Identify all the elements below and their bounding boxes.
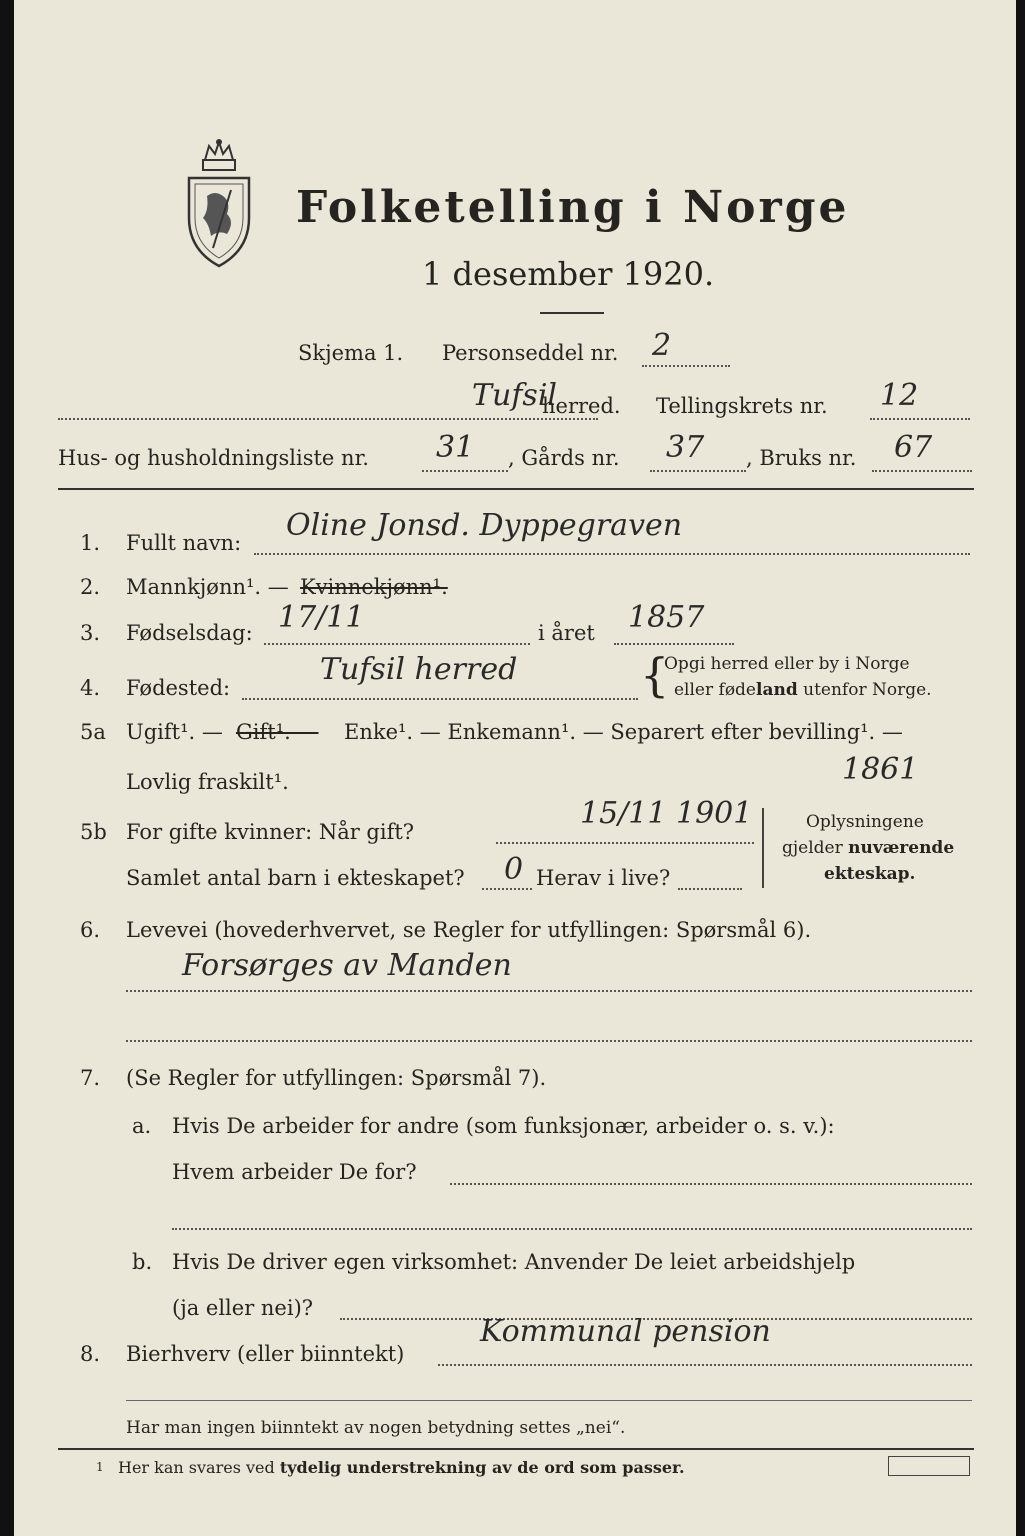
printer-stamp: [888, 1456, 970, 1476]
birthplace-label: Fødested:: [126, 676, 231, 700]
q7a-line2: Hvem arbeider De for?: [172, 1160, 417, 1184]
census-form: [14, 0, 1016, 1536]
personseddel-value[interactable]: 2: [652, 328, 672, 363]
q3-number: 3.: [80, 621, 101, 645]
q7-number: 7.: [80, 1066, 101, 1090]
gards-label: , Gårds nr.: [508, 446, 620, 470]
gards-value[interactable]: 37: [666, 430, 705, 465]
occupation-value[interactable]: Forsørges av Manden: [182, 948, 512, 983]
male-option[interactable]: Mannkjønn¹. —: [126, 575, 289, 599]
unmarried-option[interactable]: Ugift¹. —: [126, 720, 223, 744]
coat-of-arms-icon: [179, 138, 259, 270]
q5b-note-line3: ekteskap.: [824, 864, 916, 884]
herred-value[interactable]: Tufsil: [472, 378, 558, 413]
birthplace-value[interactable]: Tufsil herred: [320, 652, 518, 687]
bruks-label: , Bruks nr.: [746, 446, 857, 470]
birthyear-label: i året: [538, 621, 595, 645]
marriage-date-value[interactable]: 15/11 1901: [580, 796, 753, 831]
q7b-letter: b.: [132, 1250, 153, 1274]
q7a-letter: a.: [132, 1114, 152, 1138]
side-income-label: Bierhverv (eller biinntekt): [126, 1342, 405, 1366]
birthplace-note-line1: Opgi herred eller by i Norge: [664, 654, 910, 674]
footer-divider: [126, 1400, 972, 1401]
footer-note: Har man ingen biinntekt av nogen betydning settes „nei“.: [126, 1418, 626, 1438]
q8-number: 8.: [80, 1342, 101, 1366]
side-income-value[interactable]: Kommunal pension: [480, 1314, 771, 1349]
marriage-date-label: For gifte kvinner: Når gift?: [126, 820, 415, 844]
q7-label: (Se Regler for utfyllingen: Spørsmål 7).: [126, 1066, 547, 1090]
husliste-value[interactable]: 31: [436, 430, 475, 465]
q4-number: 4.: [80, 676, 101, 700]
q5a-number: 5a: [80, 720, 106, 744]
q7b-line2: (ja eller nei)?: [172, 1296, 314, 1320]
q5b-number: 5b: [80, 820, 107, 844]
q4-brace: {: [640, 648, 670, 702]
tellingskrets-value[interactable]: 12: [880, 378, 919, 413]
children-value[interactable]: 0: [504, 852, 524, 887]
q1-label: Fullt navn:: [126, 531, 242, 555]
female-option[interactable]: Kvinnekjønn¹.: [300, 575, 448, 599]
herred-label: herred.: [542, 394, 621, 418]
header-divider: [58, 488, 974, 490]
q1-number: 1.: [80, 531, 101, 555]
married-option[interactable]: Gift¹. —: [236, 720, 319, 744]
footnote-number: 1: [96, 1460, 104, 1474]
birthyear-value[interactable]: 1857: [628, 600, 705, 635]
bruks-value[interactable]: 67: [894, 430, 933, 465]
birthdate-value[interactable]: 17/11: [278, 600, 365, 635]
children-label: Samlet antal barn i ekteskapet?: [126, 866, 465, 890]
q6-number: 6.: [80, 918, 101, 942]
form-title: Folketelling i Norge: [296, 182, 850, 233]
title-divider: [540, 312, 604, 314]
marital-options-rest[interactable]: Enke¹. — Enkemann¹. — Separert efter bevilling¹. —: [344, 720, 903, 744]
q7a-line1: Hvis De arbeider for andre (som funksjonær, arbeider o. s. v.):: [172, 1114, 835, 1138]
occupation-label: Levevei (hovederhvervet, se Regler for utfyllingen: Spørsmål 6).: [126, 918, 812, 942]
census-date: 1 desember 1920.: [422, 255, 715, 293]
q7b-line1: Hvis De driver egen virksomhet: Anvender De leiet arbeidshjelp: [172, 1250, 856, 1274]
birthdate-label: Fødselsdag:: [126, 621, 253, 645]
footnote-divider: [58, 1448, 974, 1450]
tellingskrets-label: Tellingskrets nr.: [656, 394, 828, 418]
q2-number: 2.: [80, 575, 101, 599]
full-name-value[interactable]: Oline Jonsd. Dyppegraven: [286, 508, 683, 543]
personseddel-label: Personseddel nr.: [442, 341, 619, 365]
skjema-label: Skjema 1.: [298, 341, 404, 365]
q5b-bracket: [762, 808, 764, 888]
margin-note: 1861: [842, 752, 919, 787]
husliste-label: Hus- og husholdningsliste nr.: [58, 446, 369, 470]
q5b-note-line1: Oplysningene: [806, 812, 924, 832]
footnote-text: Her kan svares ved tydelig understrekning av de ord som passer.: [118, 1458, 685, 1477]
birthplace-note-line2: eller fødeland utenfor Norge.: [674, 680, 932, 700]
q5b-note-line2: gjelder nuværende: [782, 838, 955, 858]
divorced-option[interactable]: Lovlig fraskilt¹.: [126, 770, 289, 794]
alive-label: Herav i live?: [536, 866, 671, 890]
